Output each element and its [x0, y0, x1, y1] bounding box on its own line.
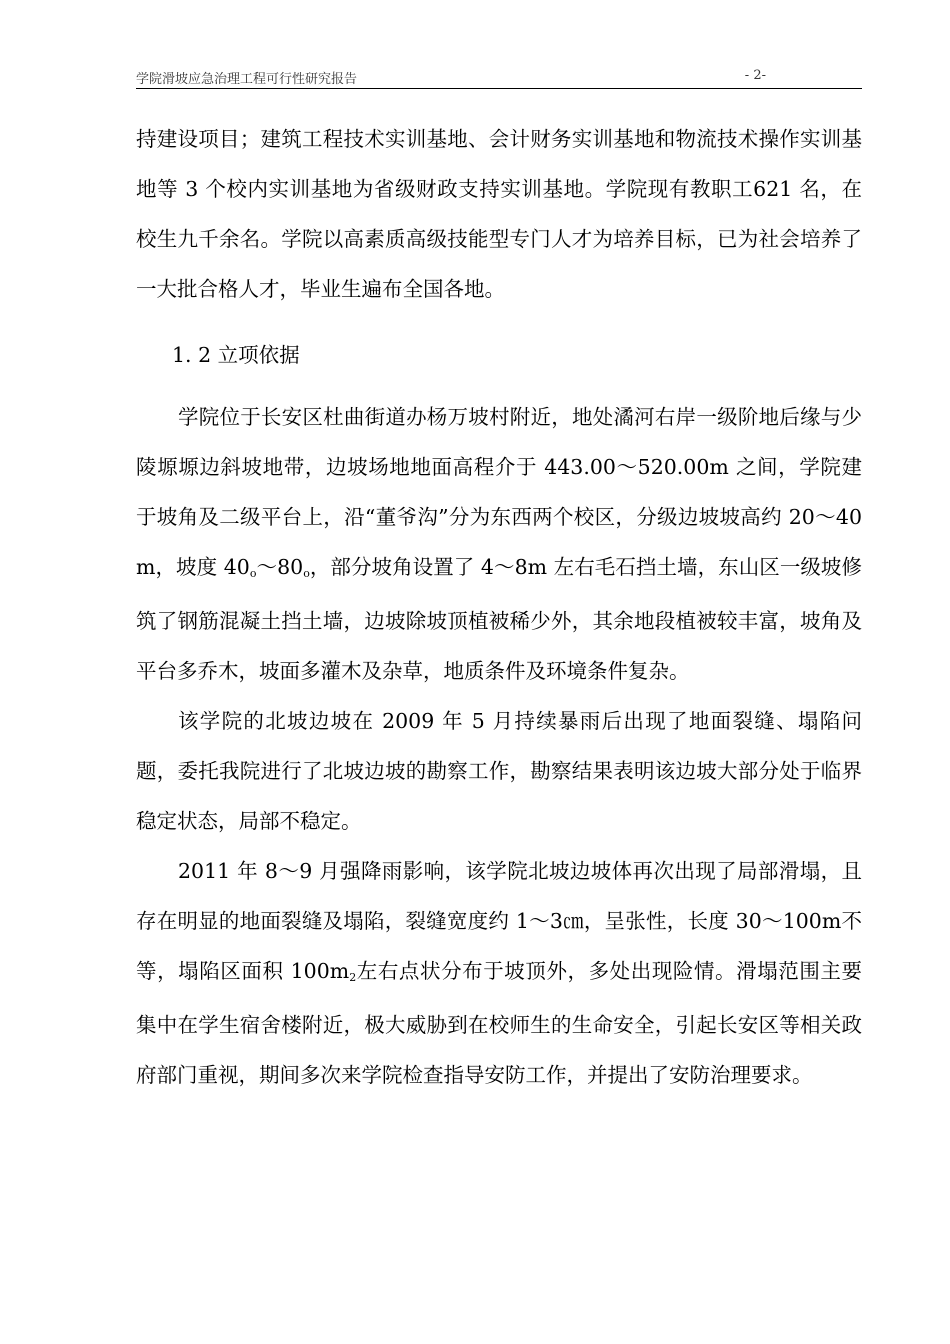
paragraph-2011-collapse	[136, 846, 862, 1100]
degree-subscript: o	[303, 567, 310, 580]
text-run: 2011 年 8～9 月强降雨影响，该学院北坡边坡体再次出现了局部滑塌，且存在明显的地面裂缝及塌陷，裂缝宽度约 1～3㎝，呈张性，长度 30～100m不等，塌陷区面积 100m	[136, 859, 862, 983]
text-run: ～80	[256, 555, 304, 579]
paragraph-2009-survey: 该学院的北坡边坡在 2009 年 5 月持续暴雨后出现了地面裂缝、塌陷问题，委托我院进行了北坡边坡的勘察工作，勘察结果表明该边坡大部分处于临界稳定状态，局部不稳定。	[136, 709, 862, 833]
area-subscript: 2	[349, 971, 357, 984]
page-number: - 2-	[744, 68, 766, 83]
paragraph-project-basis	[136, 392, 862, 696]
page-header	[136, 64, 862, 89]
degree-subscript: o	[249, 567, 257, 580]
section-heading: 1. 2 立项依据	[172, 343, 300, 367]
text-run: 学院位于长安区杜曲街道办杨万坡村附近，地处潏河右岸一级阶地后缘与少陵塬塬边斜坡地带，边坡场地地面高程介于 443.00～520.00m 之间，学院建于坡角及二级平台上，沿“董爷沟”分为东西两个校区，分级边坡坡高约 20～40m，坡度 40	[136, 405, 862, 579]
text-run: 左右点状分布于坡顶外，多处出现险情。滑塌范围主要集中在学生宿舍楼附近，极大威胁到在校师生的生命安全，引起长安区等相关政府部门重视，期间多次来学院检查指导安防工作，并提出了安防治理要求。	[136, 959, 862, 1087]
text-run: ，部分坡角设置了 4～8m 左右毛石挡土墙，东山区一级坡修筑了钢筋混凝土挡土墙，边坡除坡顶植被稀少外，其余地段植被较丰富，坡角及平台多乔木，坡面多灌木及杂草，地质条件及环境条件复杂。	[136, 555, 862, 683]
paragraph-intro-continued: 持建设项目；建筑工程技术实训基地、会计财务实训基地和物流技术操作实训基地等 3 个校内实训基地为省级财政支持实训基地。学院现有教职工621 名，在校生九千余名。学院以高素质高级技能型专门人才为培养目标，已为社会培养了一大批合格人才，毕业生遍布全国各地。	[136, 127, 862, 301]
document-body	[136, 114, 862, 1100]
header-title: 学院滑坡应急治理工程可行性研究报告	[136, 72, 358, 87]
